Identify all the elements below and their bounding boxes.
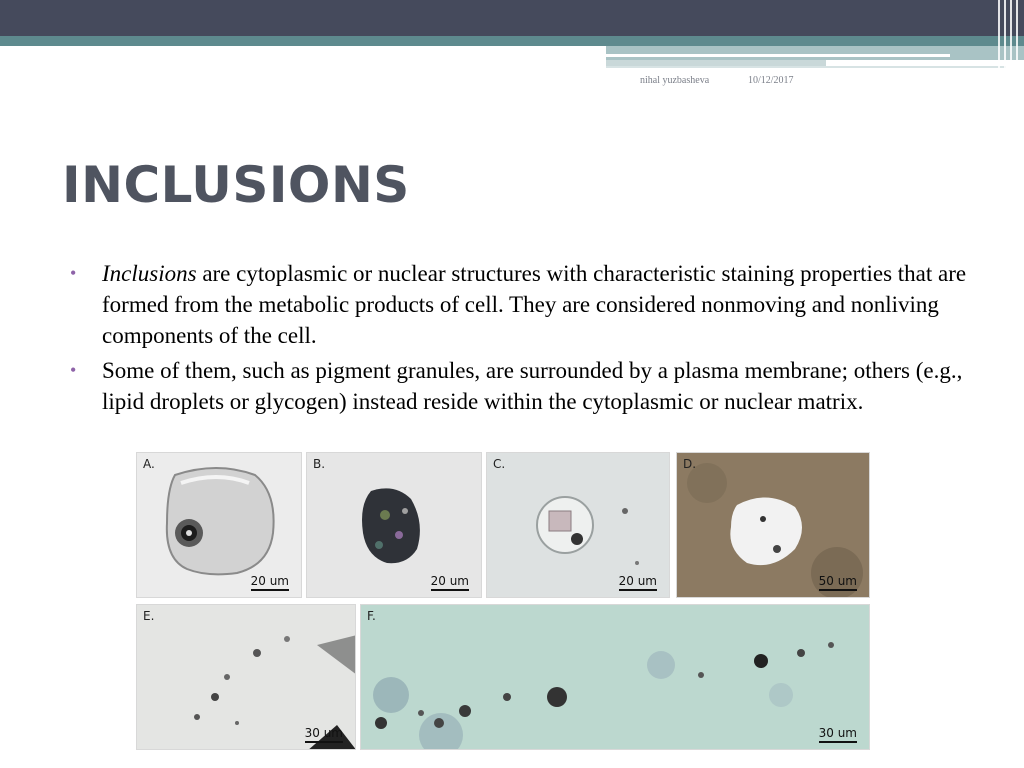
micrograph-panel-a xyxy=(136,452,302,598)
micrograph-panel-b xyxy=(306,452,482,598)
micrograph-panel-f xyxy=(360,604,870,750)
panel-label: D. xyxy=(683,457,697,471)
bullet-text: are cytoplasmic or nuclear structures with characteristic staining properties that are formed from the metabolic products of cell. They are considered nonmoving and nonliving components of the cell. xyxy=(102,261,967,348)
header-band-light xyxy=(606,46,1024,60)
panel-label: B. xyxy=(313,457,326,471)
scale-label: 30 um xyxy=(304,726,343,740)
bullet-list xyxy=(70,258,970,421)
bullet-item xyxy=(70,355,970,417)
scale-bar xyxy=(305,726,343,743)
bullet-italic-term: Inclusions xyxy=(102,261,197,286)
scale-label: 30 um xyxy=(818,726,857,740)
header-band-dark xyxy=(0,0,1024,36)
header-divider-line-2 xyxy=(606,54,950,57)
scale-label: 20 um xyxy=(250,574,289,588)
slide-title: INCLUSIONS xyxy=(62,156,410,214)
bullet-dot-icon: • xyxy=(70,360,77,380)
panel-label: A. xyxy=(143,457,155,471)
panel-label: C. xyxy=(493,457,506,471)
header-band-teal xyxy=(0,36,1024,46)
scale-bar xyxy=(819,574,857,591)
micrograph-f-image xyxy=(361,605,870,750)
scale-bar xyxy=(819,726,857,743)
scale-label: 20 um xyxy=(430,574,469,588)
scale-label: 20 um xyxy=(618,574,657,588)
header-stripes xyxy=(996,0,1024,68)
bullet-dot-icon: • xyxy=(70,263,77,283)
scale-label: 50 um xyxy=(818,574,857,588)
bullet-text: Some of them, such as pigment granules, are surrounded by a plasma membrane; others (e.g., lipid droplets or glycogen) instead reside within the cytoplasmic or nuclear matrix. xyxy=(102,358,963,414)
micrograph-panel-d xyxy=(676,452,870,598)
scale-bar xyxy=(619,574,657,591)
bullet-item xyxy=(70,258,970,351)
panel-label: E. xyxy=(143,609,155,623)
scale-bar xyxy=(251,574,289,591)
slide-date: 10/12/2017 xyxy=(748,75,794,86)
header-band-lighter-2 xyxy=(606,66,1006,68)
panel-label: F. xyxy=(367,609,376,623)
slide-author: nihal yuzbasheva xyxy=(640,75,710,86)
micrograph-panel-c xyxy=(486,452,670,598)
scale-bar xyxy=(431,574,469,591)
header-divider-line xyxy=(0,46,606,48)
micrograph-panel-e xyxy=(136,604,356,750)
